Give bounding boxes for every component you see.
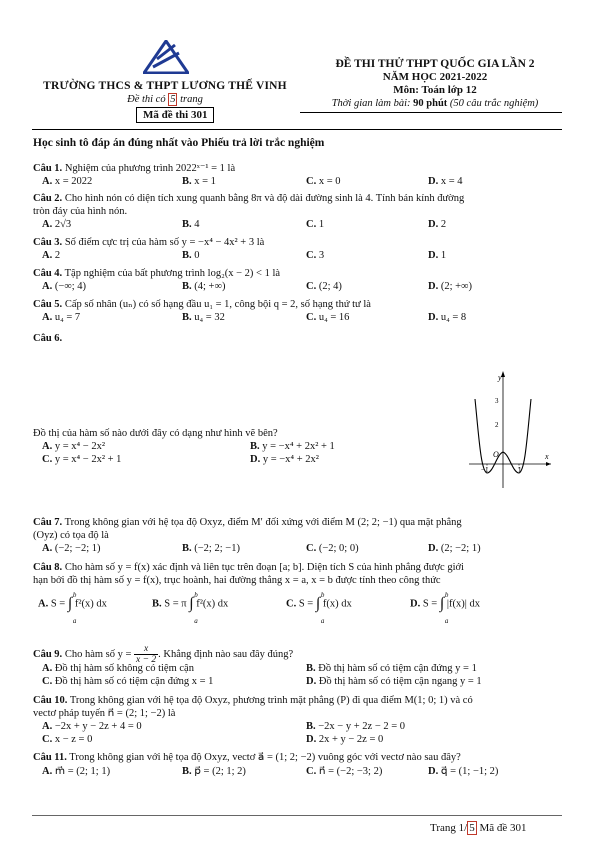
integral-sign: ∫ b a [189,591,198,625]
question-5: Câu 5. Cấp số nhân (uₙ) có số hạng đầu u₁ = 1, công bội q = 2, số hạng thứ tư là [33,299,371,310]
x-tick-minus-1: −1 [481,466,489,474]
q3-option-a[interactable]: A. 2 [42,250,61,261]
page-footer: Trang 1/ 5 Mã đề 301 [430,822,527,834]
q8-option-d[interactable]: D. S = ∫ b a |f(x)| dx [410,591,480,625]
page-count-box: 5 [170,94,176,105]
x-axis-arrow [546,462,551,466]
q6-option-c[interactable]: C. y = x⁴ − 2x² + 1 [42,454,122,465]
y-axis-arrow [501,371,505,377]
q1-option-b[interactable]: B. x = 1 [182,176,216,187]
question-7: Câu 7. Trong không gian với hệ tọa độ Oxyz, điểm M′ đối xứng với điểm M (2; 2; −1) qua mặt phẳng (Oyz) có tọa độ là [33,517,462,541]
q10-option-d[interactable]: D. 2x + y − 2z = 0 [306,734,384,745]
q11-option-a[interactable]: A. m⃗ = (2; 1; 1) [42,766,111,777]
school-year: NĂM HỌC 2021-2022 [382,71,488,83]
q2-option-d[interactable]: D. 2 [428,219,447,230]
q6-option-d[interactable]: D. y = −x⁴ + 2x² [250,454,319,465]
quartic-graph [469,369,553,489]
q1-option-d[interactable]: D. x = 4 [428,176,463,187]
integral-sign: ∫ b a [67,591,77,625]
x-axis-label: x [545,452,549,461]
question-4: Câu 4. Tập nghiệm của bất phương trình log₂(x − 2) < 1 là [33,268,281,279]
x-tick-1: 1 [518,466,522,474]
q7-option-c[interactable]: C. (−2; 0; 0) [306,543,359,554]
q7-option-d[interactable]: D. (2; −2; 1) [428,543,481,554]
q4-option-b[interactable]: B. (4; +∞) [182,281,226,292]
header-divider [32,129,562,130]
integral-sign: ∫ b a [315,591,325,625]
school-logo [143,40,189,74]
q2-option-a[interactable]: A. 2√3 [42,219,72,230]
q3-option-c[interactable]: C. 3 [306,250,325,261]
origin-label: O [493,450,499,459]
q11-option-b[interactable]: B. p⃗ = (2; 1; 2) [182,766,246,777]
q10-option-c[interactable]: C. x − z = 0 [42,734,93,745]
school-name: TRƯỜNG THCS & THPT LƯƠNG THẾ VINH [43,80,287,92]
page-count-note: Đề thi có 5 trang [127,94,203,105]
q6-option-b[interactable]: B. y = −x⁴ + 2x² + 1 [250,441,335,452]
q1-option-c[interactable]: C. x = 0 [306,176,341,187]
y-tick-2: 2 [495,421,499,429]
q8-option-b[interactable]: B. S = π ∫ b a f²(x) dx [152,591,229,625]
header-underline [300,112,562,113]
q7-option-a[interactable]: A. (−2; −2; 1) [42,543,101,554]
q5-option-d[interactable]: D. u₄ = 8 [428,312,467,323]
q6-option-a[interactable]: A. y = x⁴ − 2x² [42,441,105,452]
fraction: $\frac{x}{x - 2}$ [136,644,157,665]
q2-option-b[interactable]: B. 4 [182,219,200,230]
q4-option-d[interactable]: D. (2; +∞) [428,281,473,292]
question-10: Câu 10. Trong không gian với hệ tọa độ Oxyz, phương trình mặt phẳng (P) đi qua điểm M(1; 0; 1) và có vectơ pháp tuyến n⃗ = (2; 1; −2) là [33,695,473,719]
q1-option-a[interactable]: A. x = 2022 [42,176,93,187]
q9-option-c[interactable]: C. Đồ thị hàm số có tiệm cận đứng x = 1 [42,676,214,687]
question-11: Câu 11. Trong không gian với hệ tọa độ Oxyz, vectơ a⃗ = (1; 2; −2) vuông góc với vectơ nào sau đây? [33,752,461,763]
q5-option-b[interactable]: B. u₄ = 32 [182,312,225,323]
y-axis-label: y [498,373,502,382]
q10-option-b[interactable]: B. −2x − y + 2z − 2 = 0 [306,721,406,732]
q5-option-a[interactable]: A. u₄ = 7 [42,312,81,323]
instruction: Học sinh tô đáp án đúng nhất vào Phiếu trả lời trắc nghiệm [33,137,325,149]
question-6: Đồ thị của hàm số nào dưới đây có dạng như hình vẽ bên? [33,428,278,439]
exam-code-box: Mã đề thi 301 [136,107,214,123]
q4-option-a[interactable]: A. (−∞; 4) [42,281,87,292]
subject: Môn: Toán lớp 12 [393,84,477,96]
q9-option-d[interactable]: D. Đồ thị hàm số có tiệm cận ngang y = 1 [306,676,482,687]
q2-option-c[interactable]: C. 1 [306,219,325,230]
question-2: Câu 2. Cho hình nón có diện tích xung quanh bằng 8π và độ dài đường sinh là 4. Tính bán kính đường tròn đáy của hình nón. [33,193,465,217]
q3-option-b[interactable]: B. 0 [182,250,200,261]
y-tick-3: 3 [495,397,499,405]
q4-option-c[interactable]: C. (2; 4) [306,281,342,292]
question-1: Câu 1. Nghiệm của phương trình 2022ˣ⁻¹ = 1 là [33,163,236,174]
q10-option-a[interactable]: A. −2x + y − 2z + 4 = 0 [42,721,142,732]
footer-page-box: 5 [469,822,475,834]
q9-option-a[interactable]: A. Đồ thị hàm số không có tiệm cận [42,663,194,674]
q5-option-c[interactable]: C. u₄ = 16 [306,312,350,323]
q8-option-a[interactable]: A. S = ∫ b a f²(x) dx [38,591,107,625]
footer-divider [32,815,562,816]
time-limit: Thời gian làm bài: 90 phút (50 câu trắc nghiệm) [331,98,539,109]
question-6-label: Câu 6. [33,333,63,344]
exam-title: ĐỀ THI THỬ THPT QUỐC GIA LẦN 2 [335,58,535,70]
q11-option-c[interactable]: C. n⃗ = (−2; −3; 2) [306,766,383,777]
question-3: Câu 3. Số điểm cực trị của hàm số y = −x⁴ − 4x² + 3 là [33,237,265,248]
integral-sign: ∫ b a [439,591,449,625]
question-8: Câu 8. Cho hàm số y = f(x) xác định và liên tục trên đoạn [a; b]. Diện tích S của hình phẳng được giới hạn bởi đồ thị hàm số y = f(x), trục hoành, hai đường thẳng x = a, x = b được tính theo công thức [33,562,464,586]
q11-option-d[interactable]: D. q⃗ = (1; −1; 2) [428,766,499,777]
q8-option-c[interactable]: C. S = ∫ b a f(x) dx [286,591,352,625]
q9-option-b[interactable]: B. Đồ thị hàm số có tiệm cận đứng y = 1 [306,663,477,674]
q3-option-d[interactable]: D. 1 [428,250,447,261]
question-9: Câu 9. Cho hàm số y = $\frac{x}{x - 2}$ . Khẳng định nào sau đây đúng? [33,644,294,665]
q7-option-b[interactable]: B. (−2; 2; −1) [182,543,240,554]
